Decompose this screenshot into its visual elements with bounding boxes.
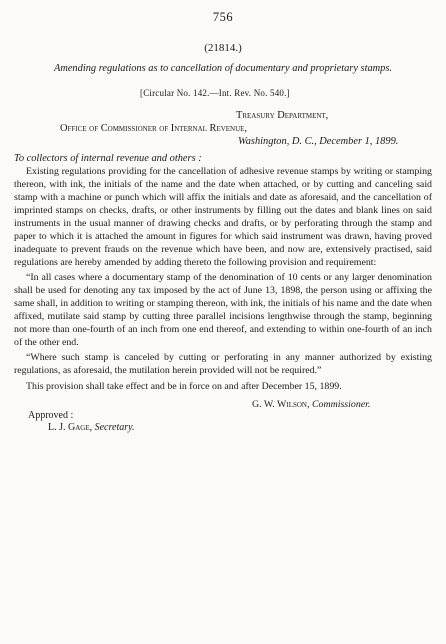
signature	[252, 399, 432, 410]
document-title: Amending regulations as to cancellation of documentary and proprietary stamps.	[53, 63, 393, 74]
dateline: Washington, D. C., December 1, 1899.	[238, 135, 399, 147]
office-name: Office of Commissioner of Internal Revenue,	[60, 122, 248, 134]
paragraph-closing: This provision shall take effect and be in force on and after December 15, 1899.	[26, 380, 342, 392]
salutation: To collectors of internal revenue and others :	[14, 152, 202, 164]
approver	[48, 422, 432, 433]
document-id: (21814.)	[204, 42, 242, 54]
circular-reference: [Circular No. 142.—Int. Rev. No. 540.]	[140, 87, 290, 98]
approver-role: Secretary.	[94, 421, 135, 433]
signatory-name: G. W. Wilson,	[252, 398, 310, 410]
signatory-title: Commissioner.	[311, 398, 371, 410]
approver-name: L. J. Gage,	[48, 421, 93, 433]
paragraph-regulations: Existing regulations providing for the cancellation of adhesive revenue stamps by writing or stamping thereon, with ink, the initials of the name and the date when attached, or by cutting and canceling said stamp with a machine or punch which will affix the initials and date as aforesaid, and the cancellation of imprinted stamps on checks, drafts, or other instruments by filling out the dates and blank lines on said instruments in the usual manner of drawing checks and drafts, or by perforating through the stamp and paper to which it is attached the amount in figures for which said instrument was drawn, having proved inadequate to prevent frauds on the revenue which have been, and now are, extensively practised, said regulations are hereby amended by adding thereto the following provision and requirement:	[14, 165, 432, 268]
paragraph-quote-1: “In all cases where a documentary stamp of the denomination of 10 cents or any larger denomination shall be used for denoting any tax imposed by the act of June 13, 1898, the person using or affixing the same shall, in addition to writing or stamping thereon, with ink, the initials of his name and the date when affixed, mutilate said stamp by cutting three parallel incisions lengthwise through the stamp, beginning not more than one-fourth of an inch from one end thereof, and extending to within one-fourth of an inch of the other end.	[14, 271, 432, 348]
approved-label: Approved :	[28, 409, 74, 421]
paragraph-quote-2: “Where such stamp is canceled by cutting or perforating in any manner authorized by existing regulations, as aforesaid, the mutilation herein provided will not be required.”	[14, 351, 432, 376]
department-name: Treasury Department,	[236, 109, 329, 121]
page-number: 756	[212, 10, 234, 24]
